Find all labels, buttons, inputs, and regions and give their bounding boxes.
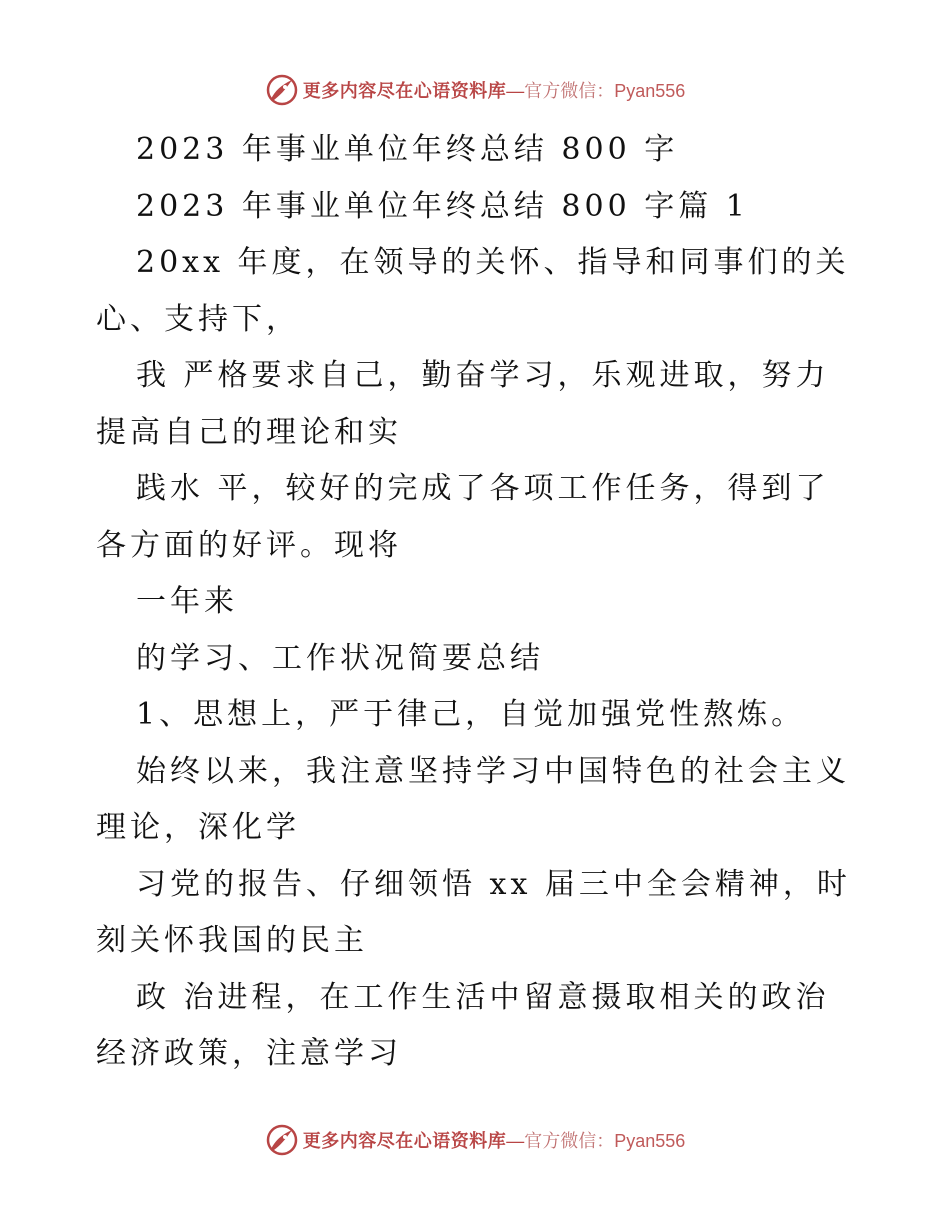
banner-site-name: 更多内容尽在心语资料库	[302, 81, 507, 102]
paragraph-line: 刻关怀我国的民主	[96, 923, 368, 958]
paragraph-line: 经济政策，注意学习	[96, 1036, 402, 1071]
paragraph-line: 心、支持下，	[96, 301, 300, 337]
section-heading: 2023 年事业单位年终总结 800 字篇 1	[136, 188, 749, 224]
header-watermark-banner	[0, 72, 950, 108]
banner-dash: —	[506, 1131, 525, 1151]
paragraph-line: 我 严格要求自己，勤奋学习，乐观进取，努力	[136, 358, 830, 393]
paragraph-line: 政 治进程，在工作生活中留意摄取相关的政治	[136, 979, 830, 1015]
footer-watermark-banner	[0, 1122, 950, 1158]
banner-wechat-label: 官方微信：	[524, 1131, 615, 1152]
pen-nib-logo-icon	[265, 1123, 299, 1157]
banner-wechat-label: 官方微信：	[524, 81, 615, 102]
paragraph-line: 践水 平，较好的完成了各项工作任务，得到了	[136, 471, 830, 506]
paragraph-line: 提高自己的理论和实	[96, 414, 402, 450]
paragraph-line: 的学习、工作状况简要总结	[136, 640, 544, 676]
numbered-item: 1、思想上，严于律己，自觉加强党性熬炼。	[136, 697, 806, 732]
paragraph-line: 一年来	[136, 584, 238, 619]
pen-nib-logo-icon	[265, 73, 299, 107]
document-title: 2023 年事业单位年终总结 800 字	[136, 132, 679, 167]
banner-site-name: 更多内容尽在心语资料库	[302, 1131, 507, 1152]
paragraph-line: 始终以来，我注意坚持学习中国特色的社会主义	[136, 753, 850, 789]
banner-wechat-id: Pyan556	[614, 81, 686, 101]
paragraph-line: 理论，深化学	[96, 810, 300, 845]
banner-wechat-id: Pyan556	[614, 1131, 686, 1151]
paragraph-line: 习党的报告、仔细领悟 xx 届三中全会精神，时	[136, 866, 851, 902]
paragraph-line: 各方面的好评。现将	[96, 527, 402, 563]
document-body	[96, 122, 858, 1083]
banner-dash: —	[506, 81, 525, 101]
paragraph-line: 20xx 年度，在领导的关怀、指导和同事们的关	[136, 245, 850, 280]
